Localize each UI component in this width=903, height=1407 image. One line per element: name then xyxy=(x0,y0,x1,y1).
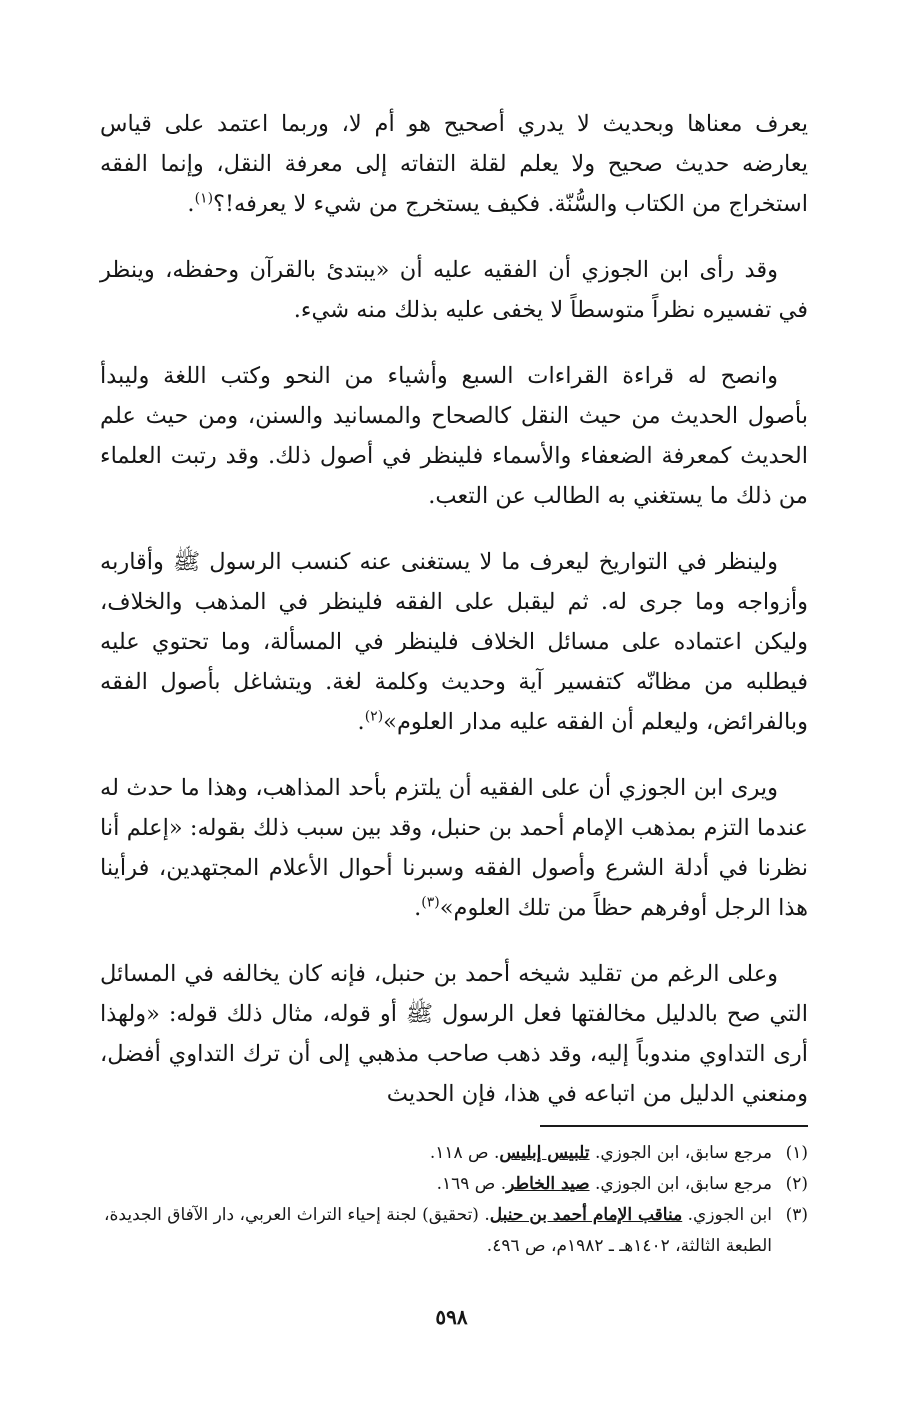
footnote-number: (١) xyxy=(785,1143,808,1163)
footnote-marker[interactable]: (١) xyxy=(194,190,214,207)
paragraph-4 xyxy=(100,542,808,742)
footnote-2 xyxy=(100,1169,808,1200)
paragraph-text: ويرى ابن الجوزي أن على الفقيه أن يلتزم بأحد المذاهب، وهذا ما حدث له عندما التزم بمذهب الإمام أحمد بن حنبل، وقد بين سبب ذلك بقوله: «إعلم أنا نظرنا في أدلة الشرع وأصول الفقه وسبرنا أحوال الأعلام المجتهدين، فرأينا هذا الرجل أوفرهم حظاً من تلك العلوم» xyxy=(100,775,808,921)
paragraph-1 xyxy=(100,104,808,224)
footnote-text xyxy=(100,1200,772,1262)
footnote-number: (٢) xyxy=(785,1174,808,1194)
footnote-book-title: مناقب الإمام أحمد بن حنبل xyxy=(489,1205,683,1225)
footnote-1 xyxy=(100,1138,808,1169)
paragraph-tail: . xyxy=(357,709,365,735)
footnote-text xyxy=(100,1169,772,1200)
page-number: ٥٩٨ xyxy=(435,1305,468,1329)
paragraph-3 xyxy=(100,356,808,516)
main-text xyxy=(100,104,808,1140)
footnotes xyxy=(100,1138,808,1262)
footnote-marker[interactable]: (٢) xyxy=(364,708,384,725)
paragraph-text: وقد رأى ابن الجوزي أن الفقيه عليه أن «يبتدئ بالقرآن وحفظه، وينظر في تفسيره نظراً متوسطاً لا يخفى عليه بذلك منه شيء. xyxy=(100,257,808,323)
footnote-book-title: تلبيس إبليس xyxy=(499,1143,590,1163)
footnote-author: مرجع سابق، ابن الجوزي. xyxy=(594,1174,772,1194)
paragraph-text: يعرف معناها وبحديث لا يدري أصحيح هو أم لا، وربما اعتمد على قياس يعارضه حديث صحيح ولا يعلم لقلة التفاته إلى معرفة النقل، وإنما الفقه استخراج من الكتاب والسُّنّة. فكيف يستخرج من شيء لا يعرفه!؟ xyxy=(100,111,808,217)
paragraph-6 xyxy=(100,954,808,1114)
footnote-3 xyxy=(100,1200,808,1262)
footnote-details: . ص ١١٨. xyxy=(429,1143,500,1163)
footnote-book-title: صيد الخاطر xyxy=(506,1174,590,1194)
paragraph-2 xyxy=(100,250,808,330)
paragraph-text: ولينظر في التواريخ ليعرف ما لا يستغنى عنه كنسب الرسول ﷺ وأقاربه وأزواجه وما جرى له. ثم ليقبل على الفقه فلينظر في المذهب والخلاف، وليكن اعتماده على مسائل الخلاف فلينظر في المسألة، وما تحتوي عليه فيطلبه من مظانّه كتفسير آية وحديث وكلمة لغة. ويتشاغل بأصول الفقه وبالفرائض، وليعلم أن الفقه عليه مدار العلوم» xyxy=(100,549,808,735)
footnote-author: ابن الجوزي. xyxy=(687,1205,772,1225)
footnote-details: . (تحقيق) لجنة إحياء التراث العربي، دار الآفاق الجديدة، الطبعة الثالثة، ١٤٠٢هـ ـ ١٩٨٢م، ص ٤٩٦. xyxy=(104,1205,772,1256)
footnote-text xyxy=(100,1138,772,1169)
paragraph-tail: . xyxy=(187,191,195,217)
footnote-author: مرجع سابق، ابن الجوزي. xyxy=(594,1143,772,1163)
footnote-details: . ص ١٦٩. xyxy=(436,1174,507,1194)
footnote-divider xyxy=(540,1125,808,1127)
paragraph-5 xyxy=(100,768,808,928)
paragraph-text: وانصح له قراءة القراءات السبع وأشياء من النحو وكتب اللغة وليبدأ بأصول الحديث من حيث النقل كالصحاح والمسانيد والسنن، ومن حيث علم الحديث كمعرفة الضعفاء والأسماء فلينظر في أصول ذلك. وقد رتبت العلماء من ذلك ما يستغني به الطالب عن التعب. xyxy=(100,363,808,509)
paragraph-tail: . xyxy=(414,895,422,921)
footnote-marker[interactable]: (٣) xyxy=(421,894,440,911)
paragraph-text: وعلى الرغم من تقليد شيخه أحمد بن حنبل، فإنه كان يخالفه في المسائل التي صح بالدليل مخالفتها فعل الرسول ﷺ أو قوله، مثال ذلك قوله: «ولهذا أرى التداوي مندوباً إليه، وقد ذهب صاحب مذهبي إلى أن ترك التداوي أفضل، ومنعني الدليل من اتباعه في هذا، فإن الحديث xyxy=(100,961,808,1107)
footnote-number: (٣) xyxy=(785,1205,808,1225)
